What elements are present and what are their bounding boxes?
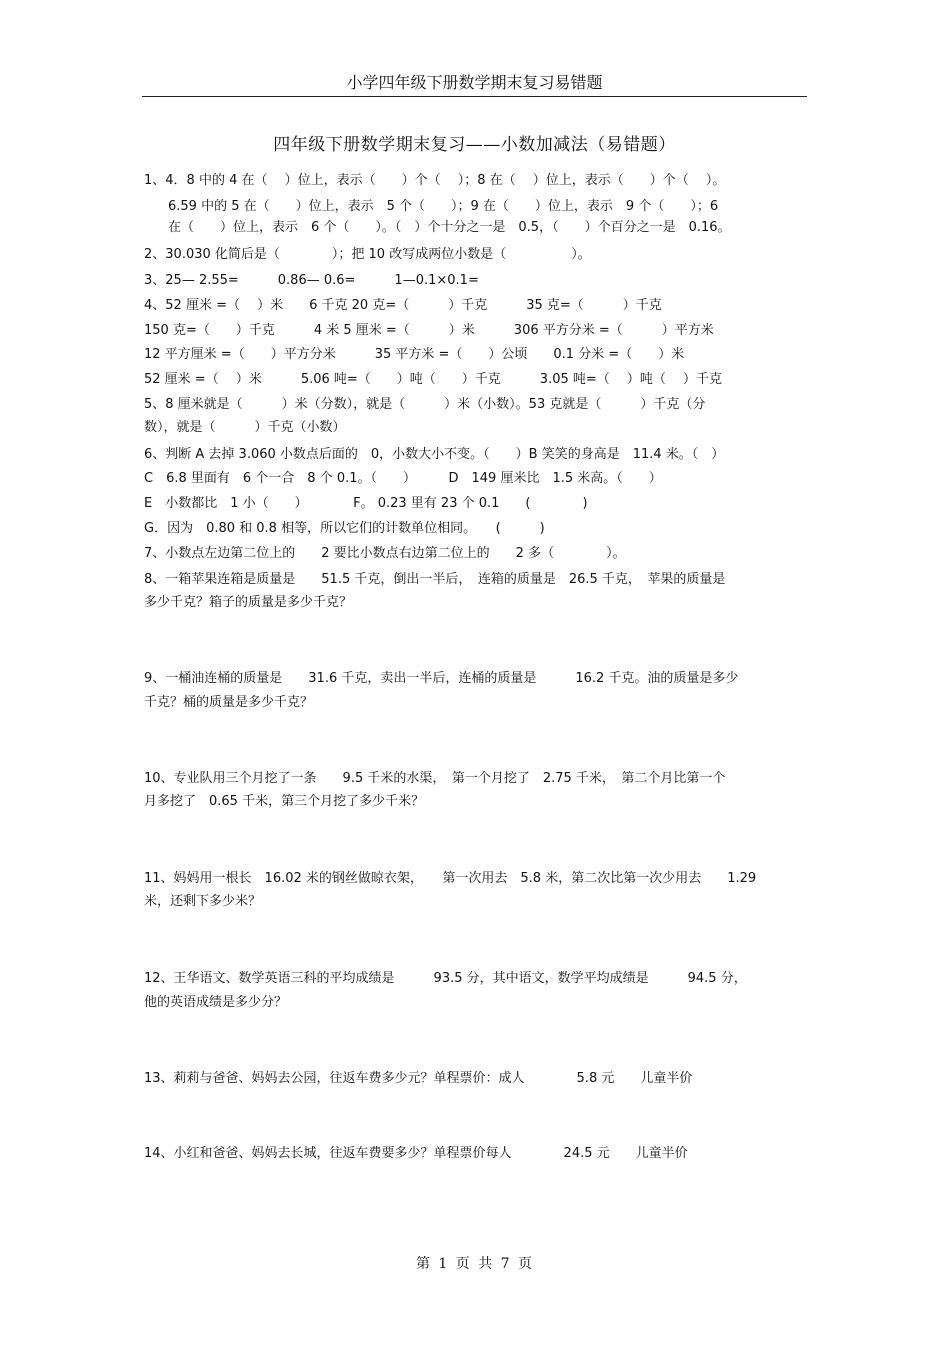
question-5-line-2: 数），就是（ ）千克（小数）: [144, 420, 346, 435]
question-13: 13、莉莉与爸爸、妈妈去公园，往返车费多少元？单程票价：成人 5.8 元 儿童半价: [144, 1071, 693, 1086]
question-6-line-1: 6、判断 A 去掉 3.060 小数点后面的 0，小数大小不变。（ ）B 笑笑的身高是 11.4 米。（ ）: [144, 447, 725, 462]
question-6-line-4: G．因为 0.80 和 0.8 相等，所以它们的计数单位相同。 ( ): [144, 521, 545, 536]
page-footer: 第 1 页 共 7 页: [415, 1256, 535, 1272]
question-8-line-2: 多少千克？箱子的质量是多少千克？: [144, 595, 353, 610]
question-6-line-2: C 6.8 里面有 6 个一合 8 个 0.1。（ ） D 149 厘米比 1.5 米高。（ ）: [144, 471, 662, 486]
question-14: 14、小红和爸爸、妈妈去长城，往返车费要多少？单程票价每人 24.5 元 儿童半价: [144, 1146, 688, 1161]
question-4-line-3: 12 平方厘米 =（ ）平方分米 35 平方米 =（ ）公顷 0.1 分米 =（ ）米: [144, 347, 685, 362]
question-12-line-1: 12、王华语文、数学英语三科的平均成绩是 93.5 分，其中语文，数学平均成绩是 94.5 分，: [144, 971, 747, 986]
question-1-line-2: 6.59 中的 5 在（ ）位上，表示 5 个（ ）；9 在（ ）位上，表示 9 个（ ）；6: [168, 199, 719, 214]
question-2: 2、30.030 化简后是（ ）；把 10 改写成两位小数是（ ）。: [144, 247, 591, 262]
question-4-line-1: 4、52 厘米 =（ ）米 6 千克 20 克=（ ）千克 35 克=（ ）千克: [144, 298, 662, 313]
question-1-line-1: 1、4．8 中的 4 在（ ）位上，表示（ ）个（ ）；8 在（ ）位上，表示（ ）个（ ）。: [144, 173, 726, 188]
worksheet-title: 四年级下册数学期末复习——小数加减法（易错题）: [273, 135, 676, 155]
question-9-line-2: 千克？桶的质量是多少千克？: [144, 695, 314, 710]
question-11-line-2: 米，还剩下多少米？: [144, 894, 262, 909]
page-header: 小学四年级下册数学期末复习易错题: [346, 73, 603, 92]
question-4-line-2: 150 克=（ ）千克 4 米 5 厘米 =（ ）米 306 平方分米 =（ ）平方米: [144, 323, 714, 338]
question-10-line-1: 10、专业队用三个月挖了一条 9.5 千米的水渠， 第一个月挖了 2.75 千米， 第二个月比第一个: [144, 771, 726, 786]
question-7: 7、小数点左边第二位上的 2 要比小数点右边第二位上的 2 多（ ）。: [144, 546, 626, 561]
question-1-line-3: 在（ ）位上，表示 6 个（ ）。（ ）个十分之一是 0.5，（ ）个百分之一是 0.16。: [168, 220, 731, 235]
question-5-line-1: 5、8 厘米就是（ ）米（分数），就是（ ）米（小数）。53 克就是（ ）千克（分: [144, 397, 706, 412]
question-11-line-1: 11、妈妈用一根长 16.02 米的钢丝做晾衣架， 第一次用去 5.8 米，第二次比第一次少用去 1.29: [144, 871, 757, 886]
question-6-line-3: E 小数都比 1 小（ ） F。 0.23 里有 23 个 0.1 ( ): [144, 496, 588, 511]
question-10-line-2: 月多挖了 0.65 千米，第三个月挖了多少千米？: [144, 794, 425, 809]
question-3: 3、25— 2.55= 0.86— 0.6= 1—0.1×0.1=: [144, 273, 479, 288]
header-divider: [142, 96, 807, 97]
question-4-line-4: 52 厘米 =（ ）米 5.06 吨=（ ）吨（ ）千克 3.05 吨=（ ）吨（ ）千克: [144, 372, 723, 387]
question-8-line-1: 8、一箱苹果连箱是质量是 51.5 千克，倒出一半后， 连箱的质量是 26.5 千克， 苹果的质量是: [144, 572, 726, 587]
question-9-line-1: 9、一桶油连桶的质量是 31.6 千克，卖出一半后，连桶的质量是 16.2 千克。油的质量是多少: [144, 671, 739, 686]
question-12-line-2: 他的英语成绩是多少分？: [144, 995, 288, 1010]
